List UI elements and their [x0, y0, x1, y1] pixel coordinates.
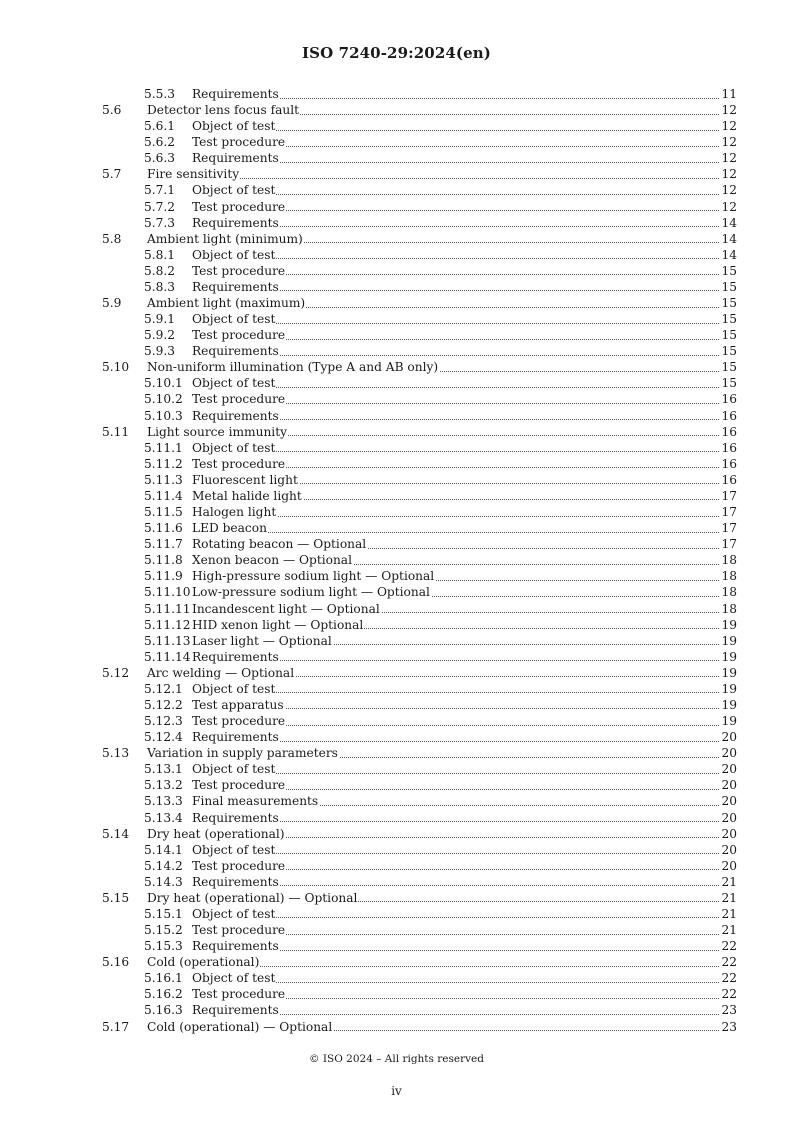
toc-entry-page[interactable]: 20 — [721, 746, 737, 761]
toc-entry-page[interactable]: 17 — [721, 488, 737, 503]
toc-entry-number: 5.12.1 — [144, 681, 183, 696]
toc-entry-number: 5.12.2 — [144, 697, 183, 712]
page-number: iv — [391, 1084, 402, 1098]
toc-subsection-entry[interactable] — [0, 263, 793, 279]
toc-entry-title[interactable]: Test procedure — [192, 987, 286, 1002]
toc-entry-title[interactable]: Requirements — [192, 87, 279, 101]
toc-entry-title[interactable]: LED beacon — [192, 521, 267, 536]
toc-subsection-entry[interactable] — [0, 86, 793, 102]
toc-entry-page[interactable]: 16 — [721, 440, 737, 455]
toc-entry-number: 5.6 — [102, 103, 122, 118]
toc-subsection-entry[interactable] — [0, 440, 793, 456]
toc-entry-title[interactable]: Test procedure — [192, 923, 286, 938]
toc-entry-page[interactable]: 12 — [721, 119, 737, 134]
toc-entry-title[interactable]: Test procedure — [192, 199, 286, 214]
toc-entry-number: 5.12.3 — [144, 714, 183, 729]
toc-entry-page[interactable]: 19 — [721, 681, 737, 696]
toc-subsection-entry[interactable] — [0, 408, 793, 424]
toc-entry-title[interactable]: Test procedure — [192, 714, 286, 729]
toc-entry-number: 5.10.2 — [144, 392, 183, 407]
toc-entry-title[interactable]: Object of test — [192, 762, 276, 777]
toc-dot-leader — [192, 532, 737, 533]
toc-entry-number: 5.6.3 — [144, 151, 176, 166]
toc-entry-number: 5.6.1 — [144, 119, 176, 134]
toc-entry-title[interactable]: High-pressure sodium light — Optional — [192, 569, 435, 584]
toc-entry-page[interactable]: 22 — [721, 971, 737, 986]
toc-subsection-entry[interactable] — [0, 150, 793, 166]
toc-entry-number: 5.13.3 — [144, 794, 183, 809]
toc-entry-page[interactable]: 15 — [721, 312, 737, 327]
toc-entry-number: 5.9.1 — [144, 312, 176, 327]
toc-section-entry[interactable] — [0, 102, 793, 118]
toc-subsection-entry[interactable] — [0, 761, 793, 777]
toc-entry-title[interactable]: Light source immunity — [147, 424, 287, 439]
toc-entry-number: 5.14.2 — [144, 858, 183, 873]
toc-entry-number: 5.12.4 — [144, 730, 183, 745]
toc-entry-page[interactable]: 19 — [721, 649, 737, 664]
toc-subsection-entry[interactable] — [0, 536, 793, 552]
toc-entry-number: 5.14.3 — [144, 874, 183, 889]
toc-entry-title[interactable]: Test procedure — [192, 392, 286, 407]
toc-section-entry[interactable] — [0, 954, 793, 970]
toc-subsection-entry[interactable] — [0, 118, 793, 134]
toc-entry-page[interactable]: 18 — [721, 569, 737, 584]
toc-entry-page[interactable]: 16 — [721, 456, 737, 471]
toc-entry-number: 5.8 — [102, 231, 122, 246]
toc-entry-number: 5.13.1 — [144, 762, 183, 777]
toc-entry-page[interactable]: 20 — [721, 842, 737, 857]
toc-subsection-entry[interactable] — [0, 568, 793, 584]
toc-entry-title[interactable]: Requirements — [192, 730, 279, 745]
toc-entry-page[interactable]: 14 — [721, 215, 737, 230]
toc-entry-number: 5.16.3 — [144, 1003, 183, 1018]
toc-subsection-entry[interactable] — [0, 584, 793, 600]
copyright-notice: © ISO 2024 – All rights reserved — [309, 1053, 484, 1065]
toc-entry-page[interactable]: 23 — [721, 1019, 737, 1034]
toc-subsection-entry[interactable] — [0, 986, 793, 1002]
toc-entry-page[interactable]: 21 — [721, 906, 737, 921]
toc-subsection-entry[interactable] — [0, 729, 793, 745]
toc-entry-title[interactable]: Requirements — [192, 215, 279, 230]
toc-entry-title[interactable]: Dry heat (operational) — [147, 826, 285, 841]
toc-entry-number: 5.11.5 — [144, 505, 183, 520]
toc-entry-page[interactable]: 14 — [721, 247, 737, 262]
toc-entry-page[interactable]: 18 — [721, 585, 737, 600]
toc-entry-title[interactable]: Laser light — Optional — [192, 633, 332, 648]
toc-entry-title[interactable]: Detector lens focus fault — [147, 103, 300, 118]
toc-entry-title[interactable]: Test procedure — [192, 263, 286, 278]
toc-subsection-entry[interactable] — [0, 938, 793, 954]
toc-entry-page[interactable]: 16 — [721, 424, 737, 439]
toc-entry-page[interactable]: 20 — [721, 778, 737, 793]
toc-entry-title[interactable]: Test apparatus — [192, 697, 284, 712]
toc-entry-number: 5.9.2 — [144, 328, 176, 343]
toc-entry-title[interactable]: Halogen light — [192, 505, 277, 520]
toc-entry-title[interactable]: HID xenon light — Optional — [192, 617, 364, 632]
toc-subsection-entry[interactable] — [0, 520, 793, 536]
toc-entry-title[interactable]: Variation in supply parameters — [147, 746, 338, 761]
toc-subsection-entry[interactable] — [0, 617, 793, 633]
toc-entry-page[interactable]: 16 — [721, 392, 737, 407]
toc-entry-page[interactable]: 20 — [721, 826, 737, 841]
toc-entry-number: 5.11.2 — [144, 456, 183, 471]
toc-entry-page[interactable]: 15 — [721, 344, 737, 359]
toc-entry-title[interactable]: Test procedure — [192, 456, 286, 471]
toc-entry-title[interactable]: Object of test — [192, 971, 276, 986]
toc-subsection-entry[interactable] — [0, 391, 793, 407]
toc-entry-number: 5.11.7 — [144, 537, 183, 552]
toc-entry-title[interactable]: Object of test — [192, 376, 276, 391]
toc-entry-title[interactable]: Requirements — [192, 344, 279, 359]
toc-entry-title[interactable]: Incandescent light — Optional — [192, 601, 380, 616]
toc-entry-number: 5.13 — [102, 746, 130, 761]
toc-entry-title[interactable]: Object of test — [192, 842, 276, 857]
toc-entry-page[interactable]: 12 — [721, 199, 737, 214]
toc-entry-title[interactable]: Requirements — [192, 1003, 279, 1018]
toc-entry-title[interactable]: Object of test — [192, 440, 276, 455]
toc-entry-page[interactable]: 15 — [721, 279, 737, 294]
toc-entry-number: 5.16.2 — [144, 987, 183, 1002]
toc-entry-page[interactable]: 21 — [721, 890, 737, 905]
toc-entry-page[interactable]: 19 — [721, 633, 737, 648]
toc-entry-title[interactable]: Requirements — [192, 151, 279, 166]
toc-section-entry[interactable] — [0, 745, 793, 761]
toc-subsection-entry[interactable] — [0, 247, 793, 263]
toc-subsection-entry[interactable] — [0, 279, 793, 295]
toc-subsection-entry[interactable] — [0, 906, 793, 922]
toc-subsection-entry[interactable] — [0, 1002, 793, 1018]
toc-entry-page[interactable]: 23 — [721, 1003, 737, 1018]
toc-subsection-entry[interactable] — [0, 922, 793, 938]
toc-entry-number: 5.9 — [102, 296, 122, 311]
toc-entry-page[interactable]: 20 — [721, 810, 737, 825]
toc-subsection-entry[interactable] — [0, 199, 793, 215]
toc-entry-number: 5.8.2 — [144, 263, 176, 278]
toc-entry-page[interactable]: 19 — [721, 714, 737, 729]
toc-entry-number: 5.11.13 — [144, 633, 191, 648]
toc-entry-page[interactable]: 12 — [721, 135, 737, 150]
toc-entry-title[interactable]: Requirements — [192, 810, 279, 825]
toc-entry-title[interactable]: Object of test — [192, 247, 276, 262]
toc-entry-title[interactable]: Fluorescent light — [192, 472, 298, 487]
toc-entry-title[interactable]: Non-uniform illumination (Type A and AB only) — [147, 360, 439, 375]
toc-entry-number: 5.11.10 — [144, 585, 191, 600]
toc-entry-number: 5.11.4 — [144, 488, 183, 503]
table-of-contents — [0, 86, 793, 1035]
toc-entry-number: 5.15 — [102, 890, 130, 905]
toc-entry-number: 5.11.3 — [144, 472, 183, 487]
toc-entry-title[interactable]: Metal halide light — [192, 488, 302, 503]
toc-entry-number: 5.16.1 — [144, 971, 183, 986]
toc-entry-page[interactable]: 17 — [721, 505, 737, 520]
toc-entry-number: 5.13.4 — [144, 810, 183, 825]
toc-entry-page[interactable]: 15 — [721, 376, 737, 391]
toc-section-entry[interactable] — [0, 826, 793, 842]
toc-entry-page[interactable]: 22 — [721, 987, 737, 1002]
toc-entry-page[interactable]: 19 — [721, 697, 737, 712]
toc-entry-number: 5.11.6 — [144, 521, 183, 536]
toc-entry-number: 5.5.3 — [144, 87, 176, 101]
toc-entry-title[interactable]: Requirements — [192, 649, 279, 664]
toc-subsection-entry[interactable] — [0, 488, 793, 504]
toc-entry-page[interactable]: 20 — [721, 794, 737, 809]
toc-subsection-entry[interactable] — [0, 601, 793, 617]
toc-entry-page[interactable]: 14 — [721, 231, 737, 246]
toc-entry-title[interactable]: Cold (operational) — Optional — [147, 1019, 333, 1034]
toc-entry-number: 5.10.1 — [144, 376, 183, 391]
toc-entry-number: 5.16 — [102, 955, 130, 970]
toc-section-entry[interactable] — [0, 295, 793, 311]
toc-entry-number: 5.15.3 — [144, 939, 183, 954]
toc-subsection-entry[interactable] — [0, 311, 793, 327]
toc-entry-page[interactable]: 15 — [721, 296, 737, 311]
toc-section-entry[interactable] — [0, 231, 793, 247]
toc-entry-number: 5.8.3 — [144, 279, 176, 294]
toc-entry-page[interactable]: 12 — [721, 167, 737, 182]
toc-entry-number: 5.6.2 — [144, 135, 176, 150]
toc-entry-title[interactable]: Test procedure — [192, 328, 286, 343]
toc-entry-page[interactable]: 21 — [721, 923, 737, 938]
toc-subsection-entry[interactable] — [0, 681, 793, 697]
toc-entry-number: 5.9.3 — [144, 344, 176, 359]
toc-entry-page[interactable]: 17 — [721, 521, 737, 536]
toc-entry-title[interactable]: Requirements — [192, 279, 279, 294]
toc-entry-page[interactable]: 22 — [721, 955, 737, 970]
toc-subsection-entry[interactable] — [0, 842, 793, 858]
toc-entry-title[interactable]: Xenon beacon — Optional — [192, 553, 352, 568]
toc-entry-page[interactable]: 16 — [721, 408, 737, 423]
toc-entry-title[interactable]: Arc welding — Optional — [147, 665, 295, 680]
toc-entry-number: 5.11.14 — [144, 649, 191, 664]
toc-subsection-entry[interactable] — [0, 134, 793, 150]
toc-subsection-entry[interactable] — [0, 810, 793, 826]
toc-entry-number: 5.15.1 — [144, 906, 183, 921]
toc-entry-title[interactable]: Test procedure — [192, 778, 286, 793]
toc-entry-number: 5.11 — [102, 424, 130, 439]
toc-entry-page[interactable]: 22 — [721, 939, 737, 954]
toc-subsection-entry[interactable] — [0, 858, 793, 874]
toc-entry-title[interactable]: Rotating beacon — Optional — [192, 537, 367, 552]
toc-entry-number: 5.8.1 — [144, 247, 176, 262]
toc-entry-number: 5.14.1 — [144, 842, 183, 857]
toc-section-entry[interactable] — [0, 424, 793, 440]
toc-entry-page[interactable]: 15 — [721, 360, 737, 375]
toc-entry-number: 5.11.12 — [144, 617, 191, 632]
toc-subsection-entry[interactable] — [0, 713, 793, 729]
toc-entry-page[interactable]: 20 — [721, 762, 737, 777]
toc-section-entry[interactable] — [0, 359, 793, 375]
toc-entry-page[interactable]: 15 — [721, 328, 737, 343]
toc-section-entry[interactable] — [0, 1019, 793, 1035]
document-header-title: ISO 7240-29:2024(en) — [302, 44, 491, 62]
toc-entry-number: 5.11.9 — [144, 569, 183, 584]
toc-entry-page[interactable]: 21 — [721, 874, 737, 889]
toc-entry-page[interactable]: 12 — [721, 151, 737, 166]
toc-entry-number: 5.15.2 — [144, 923, 183, 938]
toc-entry-title[interactable]: Object of test — [192, 312, 276, 327]
toc-subsection-entry[interactable] — [0, 552, 793, 568]
toc-entry-title[interactable]: Fire sensitivity — [147, 167, 240, 182]
toc-subsection-entry[interactable] — [0, 633, 793, 649]
toc-entry-page[interactable]: 20 — [721, 858, 737, 873]
toc-subsection-entry[interactable] — [0, 327, 793, 343]
toc-entry-title[interactable]: Final measurements — [192, 794, 319, 809]
toc-subsection-entry[interactable] — [0, 793, 793, 809]
toc-subsection-entry[interactable] — [0, 456, 793, 472]
toc-entry-page[interactable]: 15 — [721, 263, 737, 278]
toc-subsection-entry[interactable] — [0, 777, 793, 793]
toc-entry-title[interactable]: Object of test — [192, 681, 276, 696]
toc-entry-title[interactable]: Low-pressure sodium light — Optional — [192, 585, 430, 600]
toc-entry-number: 5.11.11 — [144, 601, 191, 616]
toc-subsection-entry[interactable] — [0, 472, 793, 488]
toc-subsection-entry[interactable] — [0, 215, 793, 231]
toc-entry-title[interactable]: Requirements — [192, 939, 279, 954]
toc-entry-page[interactable]: 20 — [721, 730, 737, 745]
toc-subsection-entry[interactable] — [0, 375, 793, 391]
toc-subsection-entry[interactable] — [0, 970, 793, 986]
toc-section-entry[interactable] — [0, 890, 793, 906]
toc-entry-page[interactable]: 11 — [721, 87, 737, 101]
toc-entry-page[interactable]: 19 — [721, 665, 737, 680]
toc-entry-title[interactable]: Requirements — [192, 874, 279, 889]
toc-entry-number: 5.12 — [102, 665, 130, 680]
toc-entry-title[interactable]: Object of test — [192, 183, 276, 198]
toc-section-entry[interactable] — [0, 166, 793, 182]
toc-entry-title[interactable]: Dry heat (operational) — Optional — [147, 890, 358, 905]
toc-entry-page[interactable]: 19 — [721, 617, 737, 632]
toc-entry-number: 5.7.2 — [144, 199, 176, 214]
toc-entry-title[interactable]: Ambient light (minimum) — [147, 231, 303, 246]
toc-entry-number: 5.7 — [102, 167, 122, 182]
toc-subsection-entry[interactable] — [0, 343, 793, 359]
toc-entry-number: 5.17 — [102, 1019, 130, 1034]
toc-entry-title[interactable]: Requirements — [192, 408, 279, 423]
toc-entry-number: 5.7.1 — [144, 183, 176, 198]
toc-entry-title[interactable]: Object of test — [192, 906, 276, 921]
toc-entry-page[interactable]: 18 — [721, 601, 737, 616]
toc-entry-title[interactable]: Test procedure — [192, 135, 286, 150]
toc-entry-title[interactable]: Ambient light (maximum) — [147, 296, 306, 311]
toc-entry-number: 5.11.1 — [144, 440, 183, 455]
toc-entry-number: 5.10.3 — [144, 408, 183, 423]
toc-entry-number: 5.13.2 — [144, 778, 183, 793]
toc-entry-page[interactable]: 12 — [721, 183, 737, 198]
toc-entry-page[interactable]: 16 — [721, 472, 737, 487]
toc-entry-page[interactable]: 12 — [721, 103, 737, 118]
toc-entry-page[interactable]: 18 — [721, 553, 737, 568]
toc-entry-title[interactable]: Test procedure — [192, 858, 286, 873]
toc-subsection-entry[interactable] — [0, 874, 793, 890]
toc-entry-number: 5.10 — [102, 360, 130, 375]
toc-subsection-entry[interactable] — [0, 697, 793, 713]
toc-section-entry[interactable] — [0, 665, 793, 681]
toc-subsection-entry[interactable] — [0, 182, 793, 198]
toc-entry-title[interactable]: Object of test — [192, 119, 276, 134]
toc-entry-number: 5.14 — [102, 826, 130, 841]
toc-entry-title[interactable]: Cold (operational) — [147, 955, 260, 970]
toc-entry-number: 5.7.3 — [144, 215, 176, 230]
toc-entry-number: 5.11.8 — [144, 553, 183, 568]
toc-subsection-entry[interactable] — [0, 504, 793, 520]
toc-entry-page[interactable]: 17 — [721, 537, 737, 552]
toc-subsection-entry[interactable] — [0, 649, 793, 665]
